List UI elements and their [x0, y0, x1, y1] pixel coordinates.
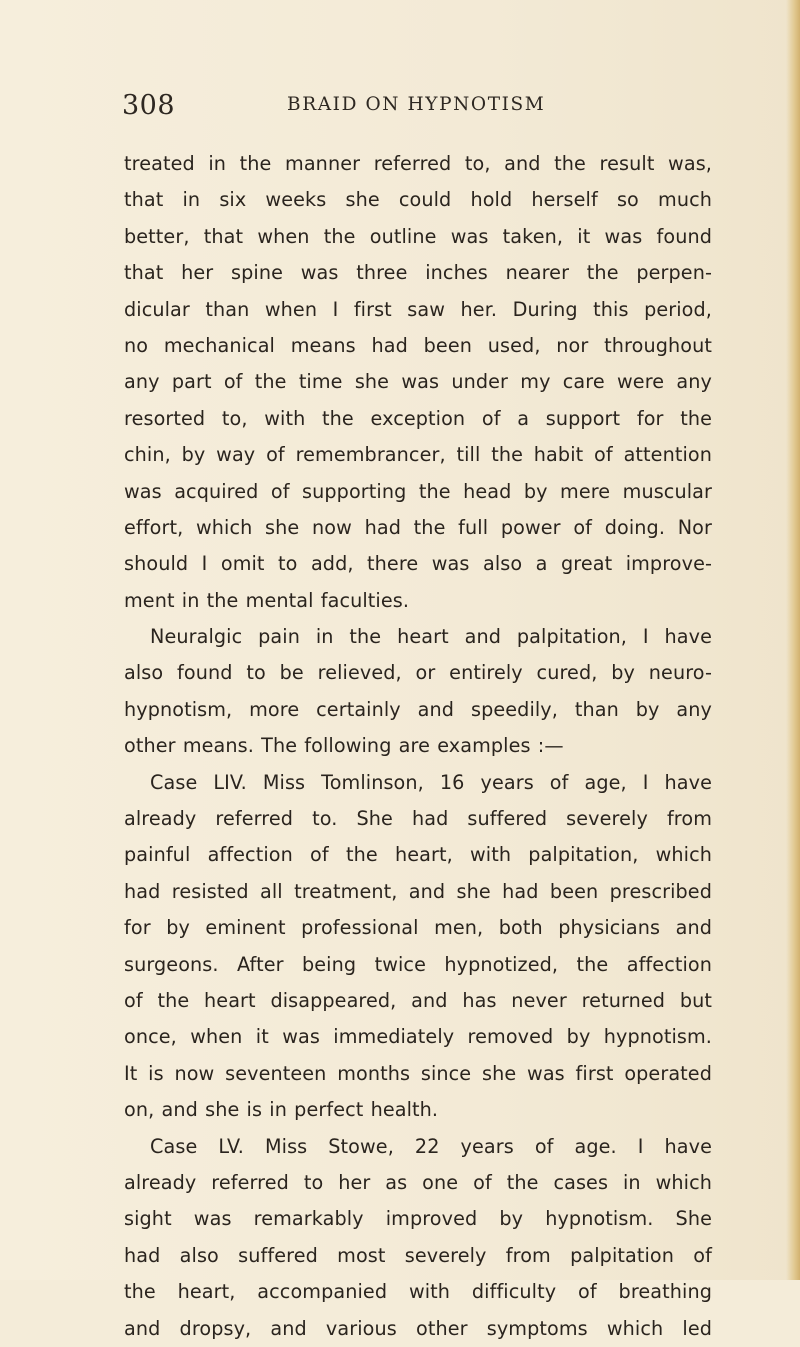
text-line: already referred to. She had suffered severely from — [124, 807, 712, 831]
text-line: surgeons. After being twice hypnotized, the affection — [124, 952, 712, 976]
body-text — [124, 146, 712, 1347]
text-line: sight was remarkably improved by hypnotism. She — [124, 1207, 712, 1231]
text-line: should I omit to add, there was also a great improve- — [124, 552, 712, 576]
running-title: BRAID ON HYPNOTISM — [287, 94, 546, 115]
text-line: had resisted all treatment, and she had been prescribed — [124, 879, 712, 903]
page-edge-shadow — [786, 0, 800, 1280]
text-line: already referred to her as one of the cases in which — [124, 1170, 712, 1194]
text-line: any part of the time she was under my care were any — [124, 370, 712, 394]
text-line: resorted to, with the exception of a support for the — [124, 406, 712, 430]
text-line: treated in the manner referred to, and the result was, — [124, 152, 712, 175]
page-number: 308 — [122, 90, 176, 121]
text-line: effort, which she now had the full power of doing. Nor — [124, 515, 712, 539]
text-line: and dropsy, and various other symptoms which led — [124, 1316, 712, 1340]
text-line: was acquired of supporting the head by mere muscular — [124, 479, 712, 503]
page-header — [122, 90, 722, 130]
text-line: once, when it was immediately removed by hypnotism. — [124, 1025, 712, 1049]
text-line: no mechanical means had been used, nor throughout — [124, 333, 712, 357]
text-line: the heart, accompanied with difficulty of breathing — [124, 1280, 712, 1304]
text-line: chin, by way of remembrancer, till the habit of attention — [124, 443, 712, 467]
text-line: for by eminent professional men, both physicians and — [124, 916, 712, 940]
text-line: of the heart disappeared, and has never returned but — [124, 988, 712, 1012]
text-line: Case LIV. Miss Tomlinson, 16 years of age, I have — [150, 770, 712, 794]
text-line: painful affection of the heart, with palpitation, which — [124, 843, 712, 867]
text-line: Case LV. Miss Stowe, 22 years of age. I have — [150, 1134, 712, 1158]
text-line: ment in the mental faculties. — [124, 588, 410, 612]
text-line: on, and she is in perfect health. — [124, 1098, 439, 1122]
text-line: better, that when the outline was taken, it was found — [124, 224, 712, 248]
text-line: that in six weeks she could hold herself so much — [124, 188, 712, 212]
text-line: hypnotism, more certainly and speedily, than by any — [124, 697, 712, 721]
text-line: also found to be relieved, or entirely cured, by neuro- — [124, 661, 712, 685]
text-line: that her spine was three inches nearer the perpen- — [124, 261, 712, 285]
text-line: Neuralgic pain in the heart and palpitation, I have — [150, 625, 712, 649]
text-line: It is now seventeen months since she was first operated — [124, 1061, 712, 1085]
text-line: had also suffered most severely from palpitation of — [124, 1243, 712, 1267]
text-line: dicular than when I first saw her. During this period, — [124, 297, 712, 321]
text-line: other means. The following are examples :— — [124, 734, 564, 758]
